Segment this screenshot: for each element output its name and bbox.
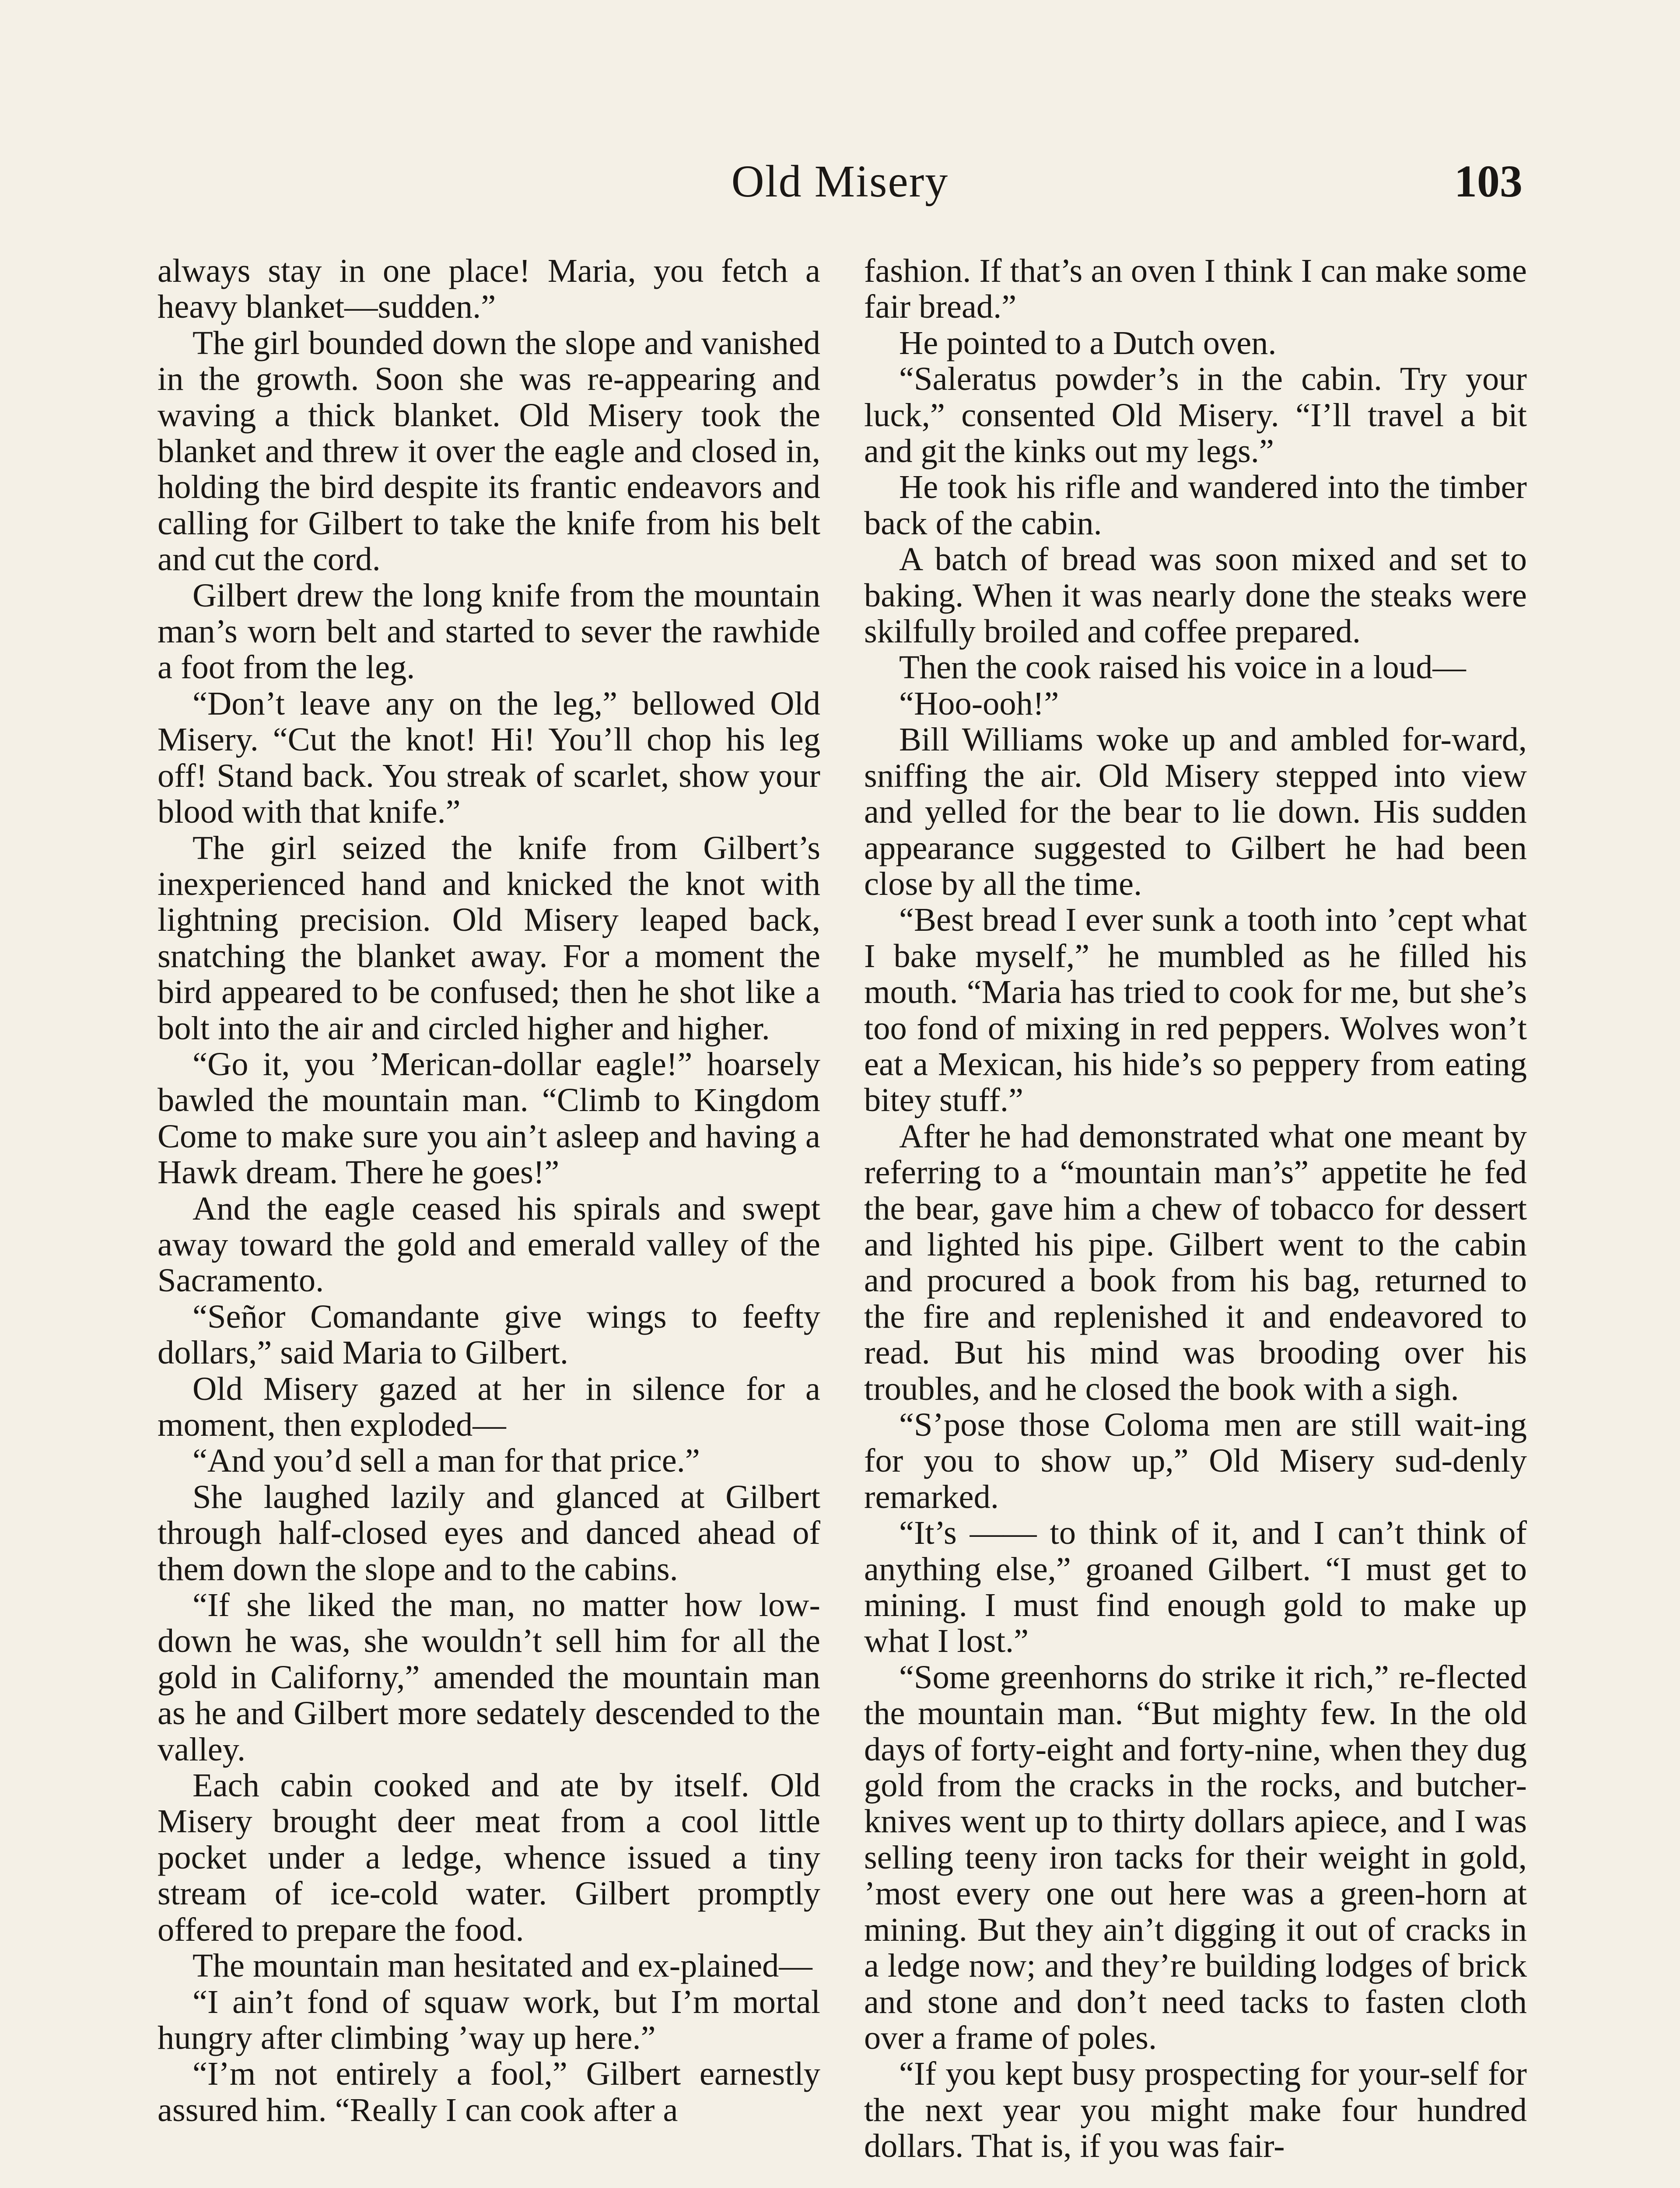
paragraph: He took his rifle and wandered into the timber back of the cabin. <box>864 468 1527 542</box>
right-column <box>864 253 1527 2164</box>
paragraph: “Señor Comandante give wings to feefty dollars,” said Maria to Gilbert. <box>158 1297 820 1371</box>
paragraph: Each cabin cooked and ate by itself. Old Misery brought deer meat from a cool little pocket under a ledge, whence issued a tiny stream of ice-cold water. Gilbert promptly offered to prepare the food. <box>158 1767 820 1948</box>
paragraph: fashion. If that’s an oven I think I can make some fair bread.” <box>864 252 1527 326</box>
paragraph: “I ain’t fond of squaw work, but I’m mortal hungry after climbing ’way up here.” <box>158 1983 820 2056</box>
paragraph: “If she liked the man, no matter how low-down he was, she wouldn’t sell him for all the gold in Californy,” amended the mountain man as he and Gilbert more sedately descended to the valley. <box>158 1586 820 1768</box>
paragraph: The mountain man hesitated and ex-plained— <box>192 1947 812 1985</box>
paragraph: “Saleratus powder’s in the cabin. Try your luck,” consented Old Misery. “I’ll travel a bit and git the kinks out my legs.” <box>864 360 1527 470</box>
paragraph: Gilbert drew the long knife from the mountain man’s worn belt and started to sever the rawhide a foot from the leg. <box>158 576 820 686</box>
paragraph: Bill Williams woke up and ambled for-ward, sniffing the air. Old Misery stepped into view and yelled for the bear to lie down. His sudden appearance suggested to Gilbert he had been close by all the time. <box>864 721 1527 902</box>
running-head <box>158 151 1522 212</box>
paragraph: Then the cook raised his voice in a loud— <box>899 649 1466 686</box>
paragraph: always stay in one place! Maria, you fetch a heavy blanket—sudden.” <box>158 252 820 326</box>
paragraph: “Best bread I ever sunk a tooth into ’cept what I bake myself,” he mumbled as he filled his mouth. “Maria has tried to cook for me, but she’s too fond of mixing in red peppers. Wolves won’t eat a Mexican, his hide’s so peppery from eating bitey stuff.” <box>864 901 1527 1119</box>
paragraph: “Don’t leave any on the leg,” bellowed Old Misery. “Cut the knot! Hi! You’ll chop his leg off! Stand back. You streak of scarlet, show your blood with that knife.” <box>158 684 820 831</box>
paragraph: The girl seized the knife from Gilbert’s inexperienced hand and knicked the knot with lightning precision. Old Misery leaped back, snatching the blanket away. For a moment the bird appeared to be confused; then he shot like a bolt into the air and circled higher and higher. <box>158 829 820 1047</box>
paragraph: “Go it, you ’Merican-dollar eagle!” hoarsely bawled the mountain man. “Climb to Kingdom Come to make sure you ain’t asleep and having a Hawk dream. There he goes!” <box>158 1045 820 1191</box>
paragraph: “Hoo-ooh!” <box>899 684 1059 722</box>
paragraph: “It’s —— to think of it, and I can’t think of anything else,” groaned Gilbert. “I must get to mining. I must find enough gold to make up what I lost.” <box>864 1514 1527 1660</box>
paragraph: After he had demonstrated what one meant by referring to a “mountain man’s” appetite he fed the bear, gave him a chew of tobacco for dessert and lighted his pipe. Gilbert went to the cabin and procured a book from his bag, returned to the fire and replenished it and endeavored to read. But his mind was brooding over his troubles, and he closed the book with a sigh. <box>864 1117 1527 1407</box>
paragraph: “And you’d sell a man for that price.” <box>192 1442 700 1480</box>
paragraph: “Some greenhorns do strike it rich,” re-flected the mountain man. “But mighty few. In the old days of forty-eight and forty-nine, when they dug gold from the cracks in the rocks, and butcher-knives went up to thirty dollars apiece, and I was selling teeny iron tacks for their weight in gold, ’most every one out here was a green-horn at mining. But they ain’t digging it out of cracks in a ledge now; and they’re building lodges of brick and stone and don’t need tacks to fasten cloth over a frame of poles. <box>864 1658 1527 2056</box>
paragraph: “I’m not entirely a fool,” Gilbert earnestly assured him. “Really I can cook after a <box>158 2055 820 2128</box>
paragraph: Old Misery gazed at her in silence for a moment, then exploded— <box>158 1370 820 1443</box>
paragraph: The girl bounded down the slope and vanished in the growth. Soon she was re-appearing and waving a thick blanket. Old Misery took the blanket and threw it over the eagle and closed in, holding the bird despite its frantic endeavors and calling for Gilbert to take the knife from his belt and cut the cord. <box>158 324 820 578</box>
paragraph: She laughed lazily and glanced at Gilbert through half-closed eyes and danced ahead of them down the slope and to the cabins. <box>158 1478 820 1588</box>
running-title: Old Misery <box>731 156 949 207</box>
paragraph: And the eagle ceased his spirals and swept away toward the gold and emerald valley of the Sacramento. <box>158 1189 820 1299</box>
page-number: 103 <box>1454 156 1522 207</box>
paragraph: A batch of bread was soon mixed and set to baking. When it was nearly done the steaks were skilfully broiled and coffee prepared. <box>864 540 1527 650</box>
paragraph: “If you kept busy prospecting for your-self for the next year you might make four hundred dollars. That is, if you was fair- <box>864 2055 1527 2165</box>
left-column <box>158 253 820 2128</box>
paragraph: He pointed to a Dutch oven. <box>899 324 1277 361</box>
paragraph: “S’pose those Coloma men are still wait-ing for you to show up,” Old Misery sud-denly remarked. <box>864 1406 1527 1515</box>
